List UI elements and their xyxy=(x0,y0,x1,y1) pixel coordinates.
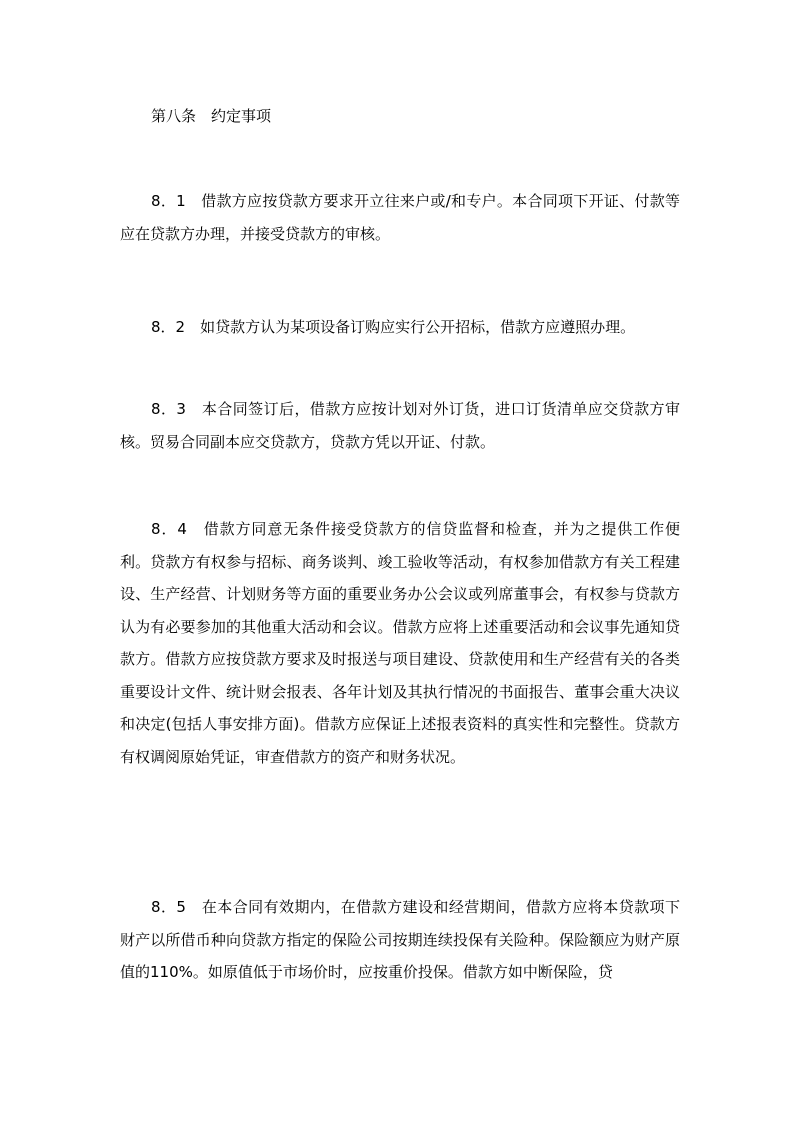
clause-8-1: 8．1 借款方应按贷款方要求开立往来户或/和专户。本合同项下开证、付款等应在贷款方办理，并接受贷款方的审核。 xyxy=(120,192,680,243)
clause-8-5: 8．5 在本合同有效期内，在借款方建设和经营期间，借款方应将本贷款项下财产以所借币种向贷款方指定的保险公司按期连续投保有关险种。保险额应为财产原值的110%。如原值低于市场价时，应按重价投保。借款方如中断保险，贷 xyxy=(120,898,680,981)
article-heading: 第八条 约定事项 xyxy=(151,107,272,125)
clause-8-4: 8．4 借款方同意无条件接受贷款方的信贷监督和检查，并为之提供工作便利。贷款方有权参与招标、商务谈判、竣工验收等活动，有权参加借款方有关工程建设、生产经营、计划财务等方面的重要业务办公会议或列席董事会，有权参与贷款方认为有必要参加的其他重大活动和会议。借款方应将上述重要活动和会议事先通知贷款方。借款方应按贷款方要求及时报送与项目建设、贷款使用和生产经营有关的各类重要设计文件、统计财会报表、各年计划及其执行情况的书面报告、董事会重大决议和决定(包括人事安排方面)。借款方应保证上述报表资料的真实性和完整性。贷款方有权调阅原始凭证，审查借款方的资产和财务状况。 xyxy=(120,520,680,766)
clause-8-2: 8．2 如贷款方认为某项设备订购应实行公开招标，借款方应遵照办理。 xyxy=(151,318,636,336)
clause-8-3: 8．3 本合同签订后，借款方应按计划对外订货，进口订货清单应交贷款方审核。贸易合同副本应交贷款方，贷款方凭以开证、付款。 xyxy=(120,400,680,451)
